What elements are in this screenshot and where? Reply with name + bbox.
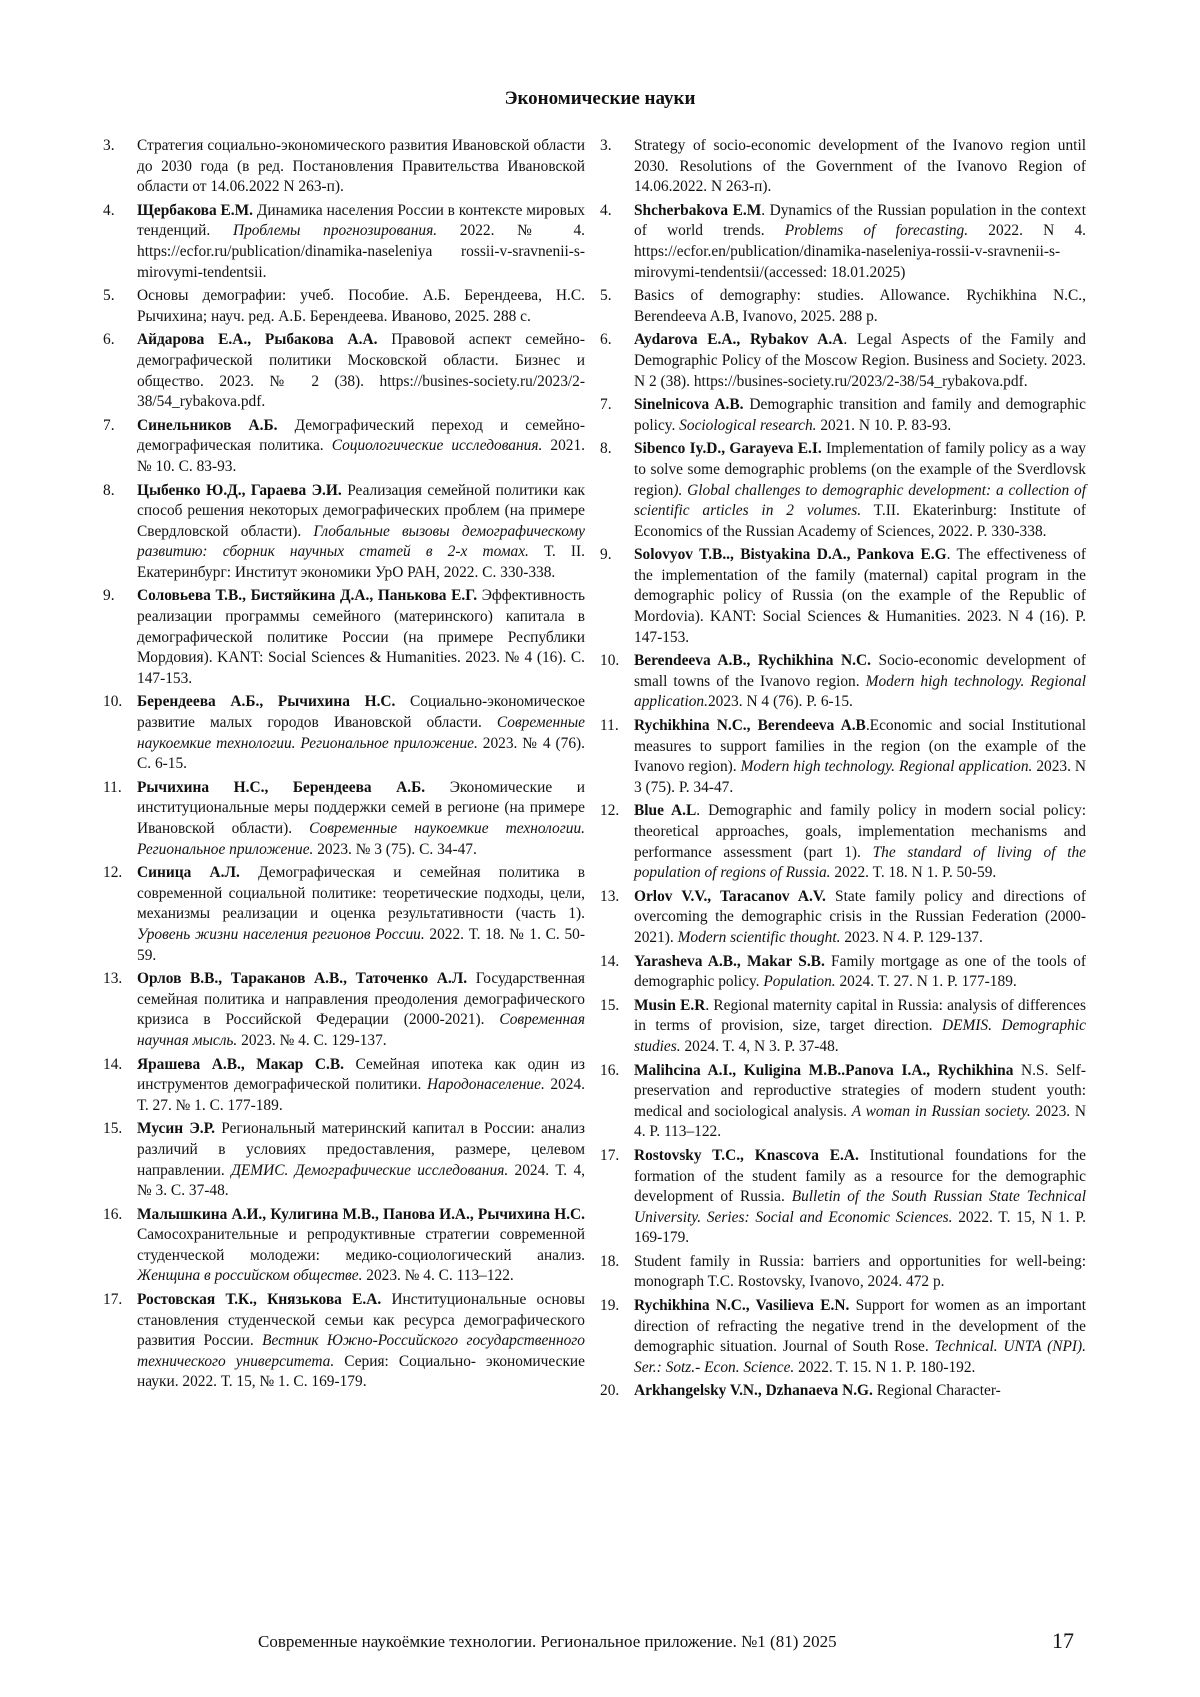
reference-body: Стратегия социально-экономического развития Ивановской области до 2030 года (в ред. Постановления Правительства Ивановской области от 14.06.2022 N 263-п). (137, 137, 585, 196)
reference-text (634, 1296, 1086, 1378)
reference-details: 2024. T. 4, N 3. P. 37-48. (680, 1037, 839, 1055)
reference-number: 11. (600, 717, 619, 735)
reference-number: 3. (600, 137, 612, 154)
reference-authors: Yarasheva A.B., Makar S.B. (634, 952, 825, 970)
reference-number: 9. (103, 587, 115, 605)
reference-number: 12. (103, 864, 123, 882)
reference-item (600, 887, 1086, 949)
reference-details: 2021. № 10. С. 83-93. (137, 437, 585, 475)
reference-body: Basics of demography: studies. Allowance. Rychikhina N.C., Berendeeva A.B, Ivanovo, 2025. 288 p. (634, 287, 1086, 325)
reference-text (137, 586, 585, 689)
reference-body: Эффективность реализации программы семейного (материнского) капитала в демографической политике России (на примере Республики Мордовия). KANT: Social Sciences & Humanities. 2023. № 4 (16). С. 147-153. (137, 587, 585, 687)
reference-authors: Ростовская Т.К., Князькова Е.А. (137, 1291, 382, 1309)
reference-authors: Малышкина А.И., Кулигина М.В., Панова И.А., Рычихина Н.С. (137, 1205, 585, 1223)
reference-source: Социологические исследования. (331, 437, 543, 455)
reference-body: Демографический переход и семейно-демографическая политика. (137, 416, 585, 455)
reference-number: 7. (103, 416, 115, 434)
reference-text (634, 201, 1086, 283)
reference-text (634, 439, 1086, 542)
reference-text (137, 1119, 585, 1201)
reference-number: 10. (600, 652, 620, 670)
reference-body: Student family in Russia: barriers and opportunities for well-being: monograph T.C. Rostovsky, Ivanovo, 2024. 472 p. (634, 1252, 1086, 1291)
reference-number: 13. (103, 970, 123, 988)
reference-body: Экономические и институциональные меры поддержки семей в регионе (на примере Ивановской области). (137, 778, 585, 837)
reference-details: Т. II. Екатеринбург: Институт экономики УрО РАН, 2022. С. 330-338. (137, 543, 585, 581)
reference-item (103, 1290, 585, 1393)
reference-number: 18. (600, 1252, 620, 1270)
reference-text (634, 286, 1086, 327)
reference-authors: Rostovsky T.C., Knascova E.A. (634, 1146, 859, 1164)
reference-body: Demographic transition and family and demographic policy. (634, 396, 1086, 434)
reference-item (600, 1296, 1086, 1378)
reference-number: 5. (600, 287, 612, 305)
reference-number: 14. (600, 952, 620, 970)
reference-text (634, 330, 1086, 392)
reference-item (600, 1146, 1086, 1249)
reference-item (600, 136, 1086, 198)
reference-source: Женщина в российском обществе. (137, 1267, 363, 1285)
reference-details: 2023. № 4. С. 113–122. (362, 1267, 514, 1285)
reference-source: Modern high technology. Regional application. (740, 758, 1033, 776)
reference-item (600, 286, 1086, 327)
reference-body: Основы демографии: учеб. Пособие. А.Б. Берендеева, Н.С. Рычихина; науч. ред. А.Б. Берендеева. Иваново, 2025. 288 с. (137, 287, 585, 325)
reference-body: Institutional foundations for the formation of the student family as a resource for the demographic development of Russia. (634, 1146, 1086, 1206)
reference-number: 6. (103, 331, 115, 349)
reference-number: 10. (103, 693, 123, 711)
reference-text (137, 969, 585, 1051)
reference-text (634, 996, 1086, 1058)
reference-authors: Цыбенко Ю.Д., Гараева Э.И. (137, 481, 342, 499)
reference-text (137, 286, 585, 327)
reference-details: 2022. T. 15. N 1. P. 180-192. (794, 1358, 976, 1376)
reference-body: . Dynamics of the Russian population in the context of world trends. (634, 201, 1086, 240)
reference-item (103, 1119, 585, 1201)
reference-details: 2024. T. 27. N 1. P. 177-189. (835, 973, 1017, 991)
reference-source: A woman in Russian society. (851, 1102, 1031, 1120)
reference-body: Государственная семейная политика и направления преодоления демографического кризиса в Российской Федерации (2000-2021). (137, 970, 585, 1029)
reference-details: 2021. N 10. P. 83-93. (816, 416, 952, 434)
reference-item (600, 952, 1086, 993)
reference-text (137, 136, 585, 198)
reference-source: Уровень жизни населения регионов России. (137, 925, 425, 943)
reference-text (137, 778, 585, 860)
reference-details: Серия: Социально- экономические науки. 2022. Т. 15, № 1. С. 169-179. (137, 1352, 585, 1391)
reference-details: 2023. N 4 (76). P. 6-15. (707, 693, 853, 711)
reference-authors: Айдарова Е.А., Рыбакова А.А. (137, 331, 378, 349)
reference-item (600, 1061, 1086, 1143)
reference-number: 8. (103, 481, 115, 499)
reference-body: . Regional maternity capital in Russia: analysis of differences in terms of provision, size, target direction. (634, 996, 1086, 1035)
references-english (600, 136, 1086, 1405)
reference-details: 2024. Т. 4, № 3. С. 37-48. (137, 1161, 585, 1200)
reference-details: 2023. N 4. P. 129-137. (840, 928, 983, 946)
reference-source: ДЕМИС. Демографические исследования. (231, 1161, 509, 1179)
reference-text (137, 330, 585, 412)
reference-item (103, 778, 585, 860)
reference-text (137, 481, 585, 584)
reference-number: 11. (103, 778, 122, 796)
reference-source: Проблемы прогнозирования. (232, 222, 438, 240)
reference-number: 4. (600, 201, 612, 219)
reference-body: Региональный материнский капитал в России: анализ различий в условиях предоставления, размере, целевом направлении. (137, 1120, 585, 1179)
reference-item (600, 330, 1086, 392)
reference-text (634, 1146, 1086, 1249)
reference-body: . The effectiveness of the implementation of the family (maternal) capital program in the demographic policy of Russia (on the example of the Republic of Mordovia). KANT: Social Sciences & Humanities. 2023. N 4 (16). P. 147-153. (634, 546, 1086, 646)
reference-number: 8. (600, 440, 612, 458)
reference-details: 2022. T. 15, N 1. P. 169-179. (634, 1208, 1086, 1247)
reference-source: ). Global challenges to demographic development: a collection of scientific articles in 2 volumes. (634, 481, 1086, 520)
reference-body: Family mortgage as one of the tools of demographic policy. (634, 952, 1086, 991)
reference-body: Правовой аспект семейно-демографической политики Московской области. Бизнес и общество. 2023. № 2 (38). https://busines-society.ru/2023/2-38/54_rybakova.pdf. (137, 331, 585, 411)
reference-authors: Щербакова Е.М. (137, 201, 254, 219)
reference-body: Демографическая и семейная политика в современной социальной политике: теоретические подходы, цели, механизмы реализации и оценка результативности (часть 1). (137, 864, 585, 923)
reference-source: Современные наукоемкие технологии. Региональное приложение. (137, 714, 585, 752)
reference-item (600, 651, 1086, 713)
reference-item (600, 716, 1086, 798)
reference-item (103, 969, 585, 1051)
reference-source: Sociological research. (679, 416, 817, 434)
reference-details: T.II. Ekaterinburg: Institute of Economics of the Russian Academy of Sciences, 2022. P. 330-338. (634, 502, 1087, 540)
reference-authors: Malihcina A.I., Kuligina M.B..Panova I.A., Rychikhina (634, 1061, 1014, 1079)
reference-source: Глобальные вызовы демографическому развитию: сборник научных статей в 2-х томах. (137, 522, 585, 561)
reference-number: 20. (600, 1382, 620, 1400)
reference-number: 14. (103, 1055, 123, 1073)
page-number: 17 (1052, 1628, 1074, 1653)
reference-number: 17. (600, 1146, 620, 1164)
reference-source: Modern scientific thought. (677, 928, 841, 946)
reference-authors: Синельников А.Б. (137, 416, 278, 434)
reference-authors: Соловьева Т.В., Бистяйкина Д.А., Панькова Е.Г. (137, 587, 478, 605)
reference-text (137, 1205, 585, 1287)
reference-details: 2024. Т. 27. № 1. С. 177-189. (137, 1076, 586, 1114)
reference-item (600, 201, 1086, 283)
reference-item (103, 136, 585, 198)
reference-authors: Rychikhina N.C., Berendeeva A.B (634, 717, 866, 735)
reference-item (103, 201, 585, 283)
reference-authors: Solovyov T.B.., Bistyakina D.A., Pankova E.G (634, 546, 947, 564)
journal-title: Современные наукоёмкие технологии. Региональное приложение. №1 (81) 2025 (258, 1632, 837, 1651)
reference-source: Problems of forecasting. (784, 222, 969, 240)
reference-text (634, 952, 1086, 993)
reference-source: Современная научная мысль. (137, 1011, 585, 1049)
reference-item (600, 545, 1086, 648)
reference-body: . Demographic and family policy in modern social policy: theoretical approaches, goals, implementation mechanisms and performance assessment (part 1). (634, 802, 1086, 861)
reference-source: Bulletin of the South Russian State Technical University. Series: Social and Economic Sciences. (634, 1188, 1086, 1226)
reference-authors: Sibenco Iy.D., Garayeva E.I. (634, 440, 822, 458)
reference-text (137, 1290, 585, 1393)
reference-text (634, 136, 1086, 198)
reference-authors: Arkhangelsky V.N., Dzhanaeva N.G. (634, 1382, 873, 1400)
reference-item (103, 481, 585, 584)
reference-details: 2022. Т. 18. № 1. С. 50-59. (137, 925, 585, 964)
reference-text (634, 395, 1086, 436)
reference-body: Институциональные основы становления студенческой семьи как ресурса демографического развития России. (137, 1291, 585, 1350)
reference-details: 2022. T. 18. N 1. P. 50-59. (830, 864, 997, 882)
reference-source: Современные наукоемкие технологии. Региональное приложение. (137, 820, 585, 858)
reference-body: Regional Character- (872, 1382, 1001, 1400)
reference-item (103, 416, 585, 478)
reference-body: Strategy of socio-economic development of the Ivanovo region until 2030. Resolutions of the Government of the Ivanovo Region of 14.06.2022. N 263-п). (634, 137, 1086, 196)
reference-text (137, 863, 585, 966)
reference-body: Implementation of family policy as a way to solve some demographic problems (on the example of the Sverdlovsk region (634, 440, 1086, 499)
reference-number: 16. (600, 1061, 620, 1079)
reference-authors: Aydarova E.A., Rybakov A.A (634, 331, 844, 349)
reference-authors: Musin E.R (634, 996, 706, 1014)
reference-details: 2023. N 4. P. 113–122. (634, 1102, 1087, 1141)
reference-item (103, 330, 585, 412)
reference-number: 7. (600, 396, 612, 414)
reference-source: Technical. UNTA (NPI). Ser.: Sotz.- Econ. Science. (634, 1338, 1086, 1376)
reference-item (103, 1055, 585, 1117)
reference-item (600, 1381, 1086, 1402)
reference-source: Вестник Южно-Российского государственного технического университета. (137, 1332, 585, 1370)
reference-authors: Blue A.L (634, 802, 697, 820)
reference-item (600, 395, 1086, 436)
reference-authors: Shcherbakova E.M (634, 201, 762, 219)
reference-authors: Berendeeva A.B., Rychikhina N.C. (634, 652, 871, 670)
reference-number: 19. (600, 1297, 620, 1315)
reference-body: .Economic and social Institutional measures to support families in the region (on the example of the Ivanovo region). (634, 717, 1087, 776)
reference-number: 13. (600, 887, 620, 905)
reference-source: The standard of living of the population of regions of Russia. (634, 843, 1086, 882)
reference-item (600, 439, 1086, 542)
reference-text (634, 1252, 1086, 1293)
reference-text (634, 545, 1086, 648)
reference-source: Modern high technology. Regional application. (634, 672, 1086, 711)
reference-text (137, 1055, 585, 1117)
reference-body: . Legal Aspects of the Family and Demographic Policy of the Moscow Region. Business and Society. 2023. N 2 (38). https://busines-society.ru/2023/2-38/54_rybakova.pdf. (634, 331, 1086, 390)
reference-body: Реализация семейной политики как способ решения некоторых демографических проблем (на примере Свердловской области). (137, 481, 586, 540)
reference-text (634, 716, 1086, 798)
reference-body: Socio-economic development of small towns of the Ivanovo region. (634, 652, 1086, 690)
reference-item (600, 801, 1086, 883)
reference-body: N.S. Self-preservation and reproductive strategies of modern student youth: medical and sociological analysis. (634, 1061, 1086, 1120)
reference-number: 3. (103, 137, 115, 154)
references-russian (103, 136, 585, 1396)
reference-text (137, 692, 585, 774)
reference-text (634, 651, 1086, 713)
reference-number: 15. (103, 1120, 123, 1138)
reference-item (103, 863, 585, 966)
reference-authors: Берендеева А.Б., Рычихина Н.С. (137, 693, 396, 711)
reference-authors: Синица А.Л. (137, 864, 240, 882)
reference-number: 5. (103, 287, 115, 305)
reference-number: 15. (600, 996, 620, 1014)
reference-text (634, 1061, 1086, 1143)
reference-item (103, 286, 585, 327)
reference-authors: Rychikhina N.C., Vasilieva E.N. (634, 1297, 850, 1315)
reference-body: Семейная ипотека как один из инструментов демографической политики. (137, 1055, 585, 1094)
reference-details: 2023. N 3 (75). P. 34-47. (634, 758, 1086, 796)
reference-details: 2022. N 4. https://ecfor.en/publication/dinamika-naseleniya-rossii-v-sravnenii-s-mirovymi-tendentsii/(accessed: 18.01.2025) (634, 222, 1086, 281)
reference-authors: Sinelnicova A.B. (634, 396, 744, 414)
reference-details: 2023. № 4 (76). С. 6-15. (137, 734, 585, 773)
reference-number: 4. (103, 201, 115, 219)
reference-number: 9. (600, 546, 612, 564)
reference-item (103, 1205, 585, 1287)
reference-authors: Рычихина Н.С., Берендеева А.Б. (137, 778, 426, 796)
reference-authors: Ярашева А.В., Макар С.В. (137, 1055, 344, 1073)
reference-authors: Орлов В.В., Тараканов А.В., Таточенко А.Л. (137, 970, 468, 988)
reference-item (600, 1252, 1086, 1293)
reference-body: Динамика населения России в контексте мировых тенденций. (137, 201, 585, 240)
reference-authors: Мусин Э.Р. (137, 1120, 215, 1138)
reference-item (103, 586, 585, 689)
reference-body: State family policy and directions of overcoming the demographic crisis in the Russian Federation (2000-2021). (634, 887, 1086, 946)
reference-text (634, 1381, 1086, 1402)
reference-item (103, 692, 585, 774)
reference-body: Самосохранительные и репродуктивные стратегии современной студенческой молодежи: медико-социологический анализ. (137, 1226, 585, 1264)
section-title: Экономические науки (504, 88, 696, 109)
reference-source: DEMIS. Demographic studies. (634, 1017, 1086, 1055)
reference-source: Народонаселение. (426, 1076, 545, 1094)
reference-details: 2022. № 4. https://ecfor.ru/publication/dinamika-naseleniya rossii-v-sravnenii-s-mirovymi-tendentsii. (137, 222, 585, 281)
reference-source: Population. (763, 973, 836, 991)
reference-text (137, 201, 585, 283)
reference-authors: Orlov V.V., Taracanov A.V. (634, 887, 826, 905)
reference-body: Социально-экономическое развитие малых городов Ивановской области. (137, 693, 586, 732)
reference-text (634, 801, 1086, 883)
reference-number: 17. (103, 1291, 123, 1309)
reference-text (137, 416, 585, 478)
reference-details: 2023. № 4. С. 129-137. (237, 1031, 387, 1049)
reference-text (634, 887, 1086, 949)
reference-item (600, 996, 1086, 1058)
reference-body: Support for women as an important direction of refracting the negative trend in the development of the demographic situation. Journal of South Rose. (634, 1297, 1086, 1356)
reference-details: 2023. № 3 (75). С. 34-47. (313, 840, 477, 858)
reference-number: 6. (600, 331, 612, 349)
reference-number: 12. (600, 802, 620, 820)
reference-number: 16. (103, 1205, 123, 1223)
